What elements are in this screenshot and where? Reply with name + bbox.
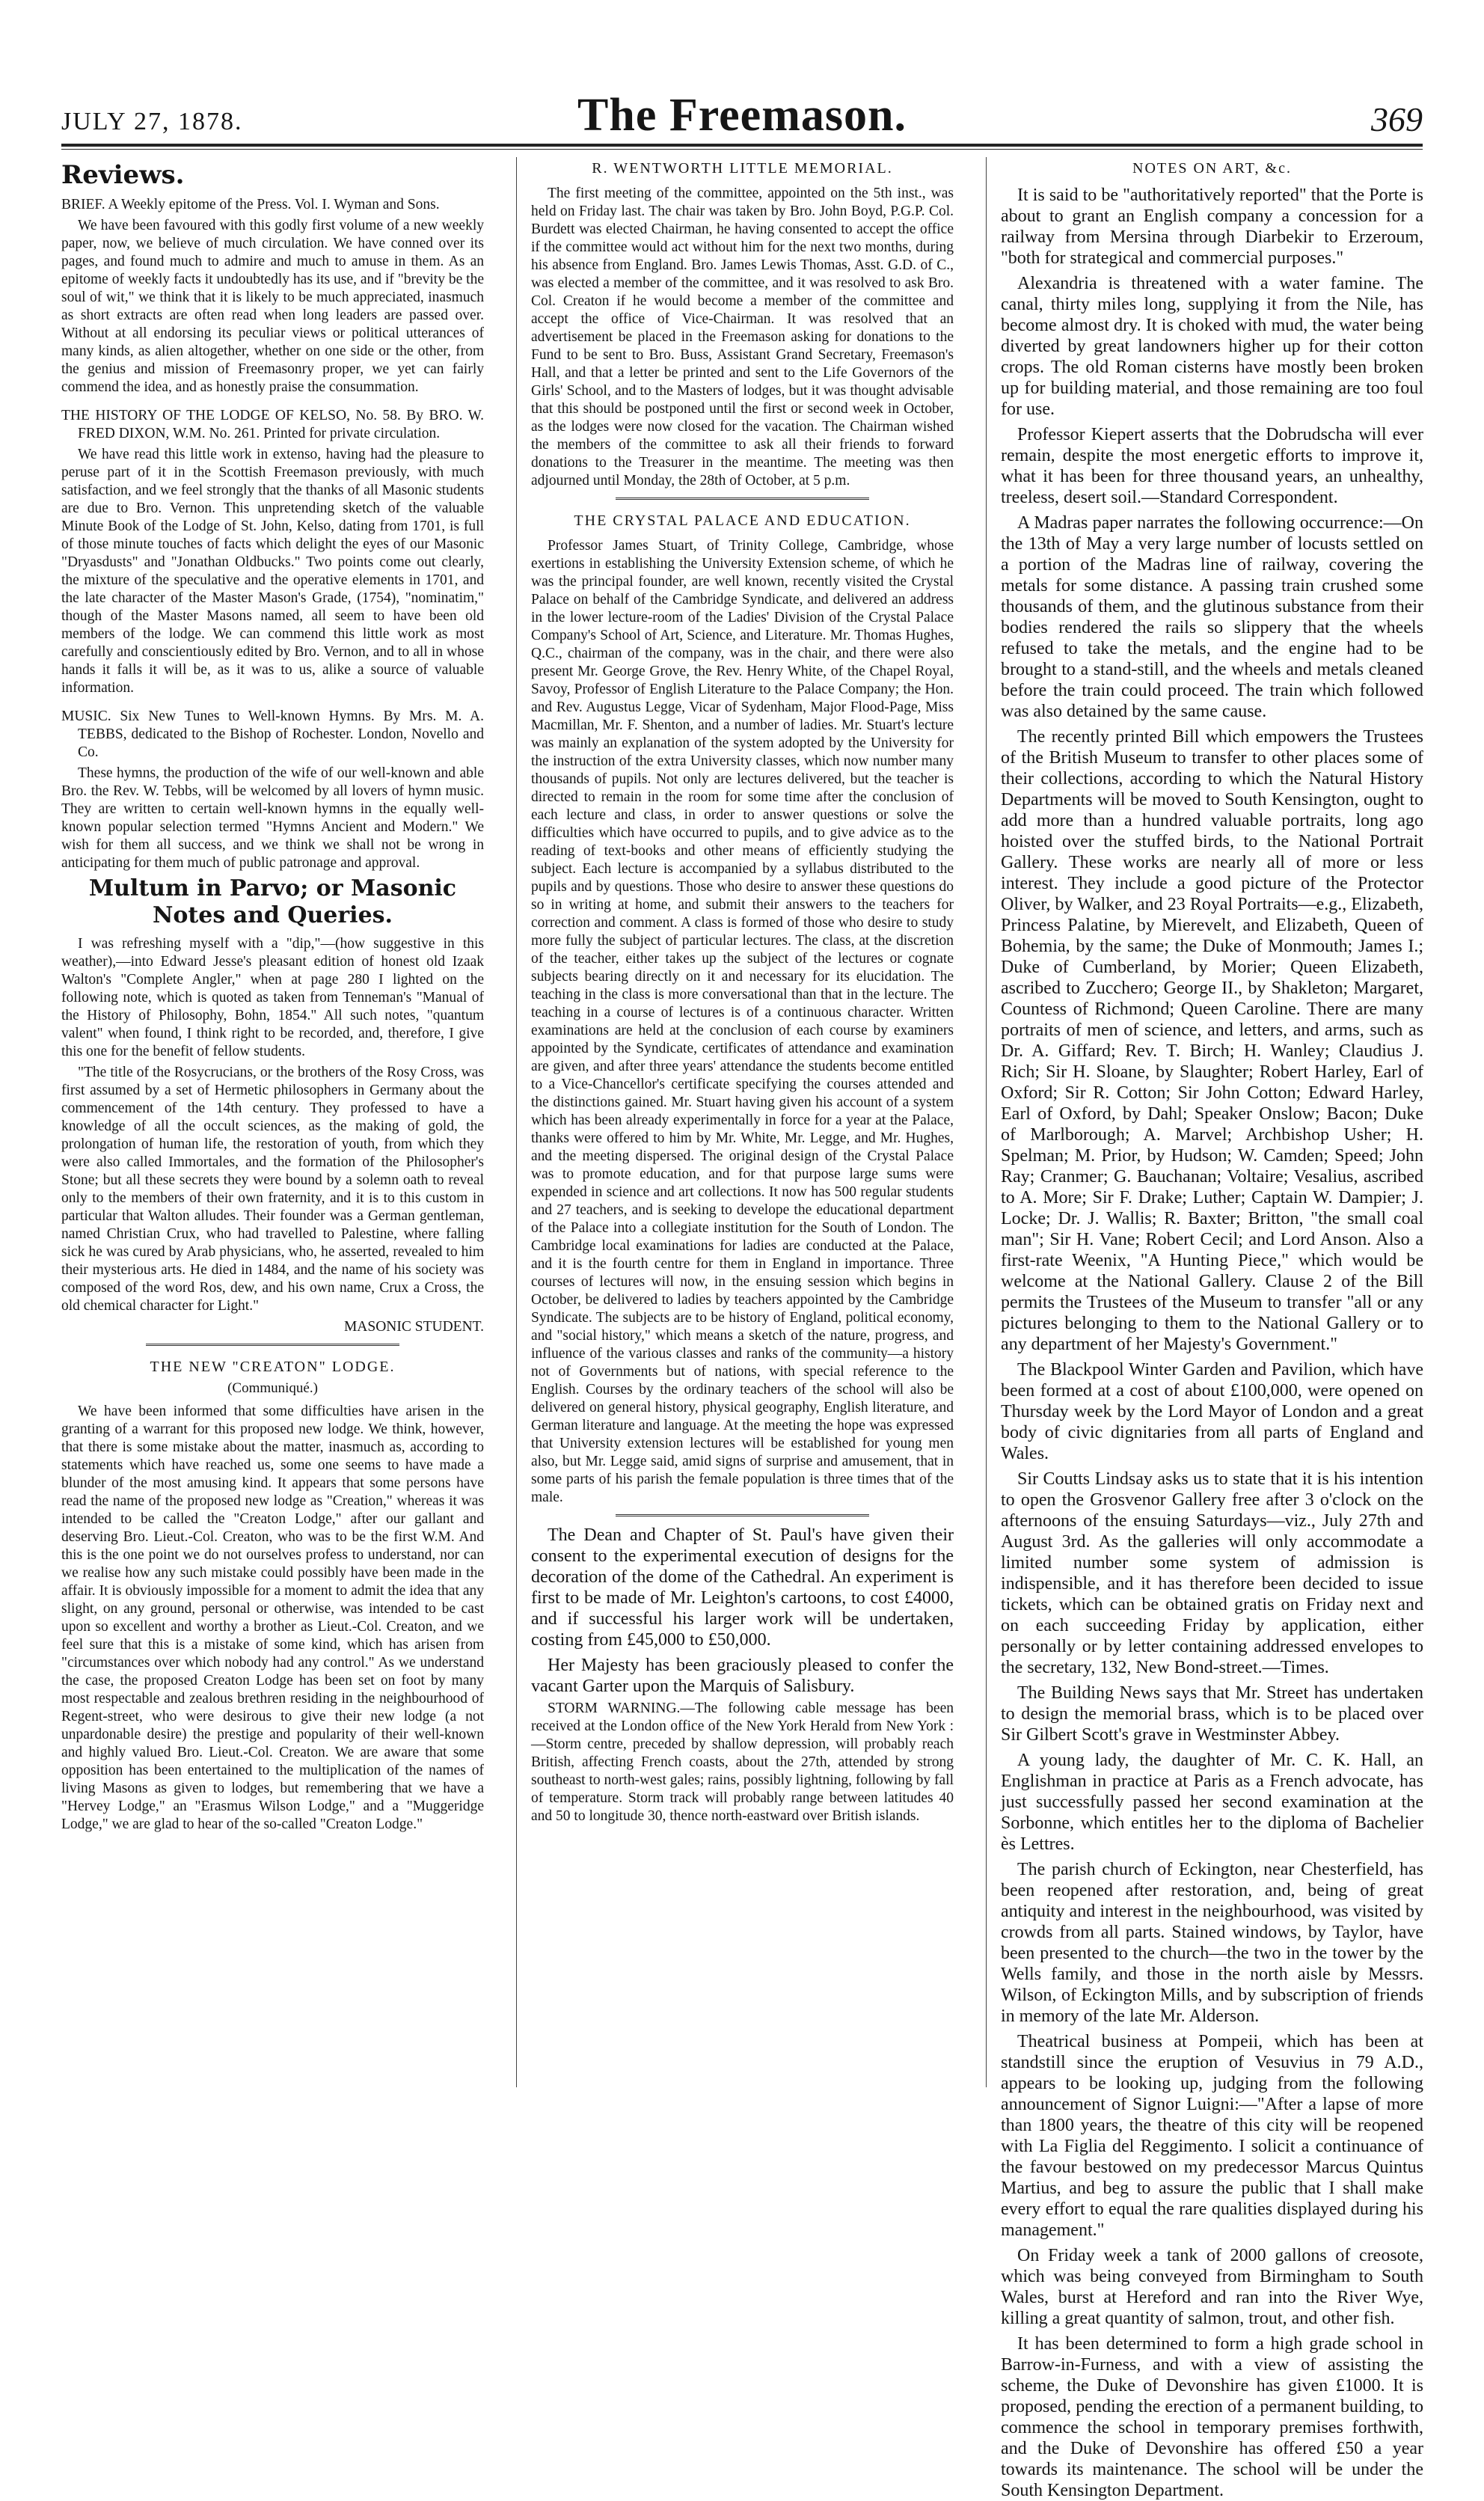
memorial-heading: R. WENTWORTH LITTLE MEMORIAL.: [592, 160, 893, 177]
masthead-rule-thin: [61, 149, 1423, 150]
section-rule: [616, 1514, 869, 1519]
section-rule: [616, 498, 869, 502]
creaton-subheading: (Communiqué.): [227, 1380, 318, 1396]
alexandria-text: Alexandria is threatened with a water famine. The canal, thirty miles long, supplying it from the Nile, has become almost dry. It is choked with mud, the water being diverted by great landowners higher up for their cotton crops. The old Roman cisterns have mostly been broken up for building material, and those remaining are too foul for use.: [1001, 274, 1423, 419]
majesty-text: Her Majesty has been graciously pleased to confer the vacant Garter upon the Marquis of Salisbury.: [531, 1656, 954, 1696]
multum-text-1: I was refreshing myself with a "dip,"—(how suggestive in this weather),—into Edward Jesse's pleasant edition of honest old Izaak Walton's "Complete Angler," when at page 280 I lighted on the following note, which is quoted as taken from Tenneman's "Manual of the History of Philosophy, Bohn, 1854." All such notes, "quantum valent" when found, I think right to be recorded, and, therefore, I give this one for the benefit of fellow students.: [61, 936, 484, 1059]
column-right: [1001, 157, 1423, 2500]
newspaper-title: The Freemason.: [577, 90, 907, 141]
reviews-heading: Reviews.: [61, 160, 185, 190]
madras-text: A Madras paper narrates the following occurrence:—On the 13th of May a very large number of locusts settled on a portion of the Madras line of railway, covering the metals for some distance. A passing train crushed some thousands of them, and the glutinous substance from their bodies rendered the rails so slippery that the wheels refused to take the metals, and the engine had to be brought to a stand-still, and the wheels and metals cleaned before the train could proceed. The train which followed was also detained by the same cause.: [1001, 513, 1423, 721]
issue-date: JULY 27, 1878.: [61, 108, 243, 135]
kiepert-text: Professor Kiepert asserts that the Dobrudscha will ever remain, despite the most energetic efforts to improve it, what it has been for three thousand years, an unhealthy, treeless, desert soil.—Standard Correspondent.: [1001, 425, 1423, 507]
creaton-text: We have been informed that some difficulties have arisen in the granting of a warrant for this proposed new lodge. We think, however, that there is some mistake about the matter, inasmuch as, according to statements which have reached us, some one seems to have made a blunder of the most amusing kind. It appears that some persons have read the name of the proposed new lodge as "Creation," whereas it was intended to be called the "Creaton Lodge," after our gallant and deserving Bro. Lieut.-Col. Creaton, who was to be the first W.M. And this is the one point we do not ourselves profess to understand, nor can we realise how any such mistake could possibly have been made in the affair. It is obviously impossible for a moment to admit the idea that any slight, on any ground, personal or otherwise, was intended to be cast upon so excellent and worthy a brother as Lieut.-Col. Creaton, and we feel sure that this is a mistake of some kind, which has arisen from "circumstances over which nobody had any control." As we understand the case, the proposed Creaton Lodge has been set on foot by many most respectable and zealous brethren residing in the neighbourhood of Regent-street, who were desirous to give their new lodge (a not unpardonable desire) the prestige and popularity of their well-known and highly valued Bro. Lieut.-Col. Creaton. We are aware that some opposition has been entertained to the multiplication of the names of living Masons as given to lodges, but remembering that we have a "Hervey Lodge," an "Erasmus Wilson Lodge," and a "Muggeridge Lodge," we are glad to hear of the so-called "Creaton Lodge.": [61, 1403, 484, 1832]
young-lady-text: A young lady, the daughter of Mr. C. K. Hall, an Englishman in practice at Paris as a French advocate, has just successfully passed her second examination at the Sorbonne, which entitles her to the diploma of Bachelier ès Lettres.: [1001, 1751, 1423, 1854]
kelso-text: We have read this little work in extenso, having had the pleasure to peruse part of it in the Scottish Freemason previously, with much satisfaction, and we feel strongly that the thanks of all Masonic students are due to Bro. Vernon. This unpretending sketch of the valuable Minute Book of the Lodge of St. John, Kelso, dating from 1701, is full of those minute touches of facts which delight the eyes of our Masonic "Dryasdusts" and "Jonathan Oldbucks." Two points come out clearly, the mixture of the speculative and the operative elements in 1701, and the late character of the Master Mason's Grade, (1754), "nominatim," though of the Master Masons named, all seem to have been old members of the lodge. We can commend this little work as most carefully and conscientiously edited by Bro. Vernon, and to all in whose hands it falls it will be, as it was to us, alike a source of valuable information.: [61, 447, 484, 696]
crystal-text: Professor James Stuart, of Trinity College, Cambridge, whose exertions in establishing the University Extension scheme, of which he was the principal founder, are well known, recently visited the Crystal Palace on behalf of the Cambridge Syndicate, and delivered an address in the lower lecture-room of the Ladies' Division of the Crystal Palace Company's School of Art, Science, and Literature. Mr. Thomas Hughes, Q.C., chairman of the company, was in the chair, and there were also present Mr. George Grove, the Rev. Henry White, of the Chapel Royal, Savoy, Professor of English Literature to the Palace Company; the Hon. and Rev. Augustus Legge, Vicar of Sydenham, Major Flood-Page, Miss Macmillan, Mr. F. Shenton, and a number of ladies. Mr. Stuart's lecture was mainly an explanation of the system adopted by the University for the instruction of the extra University classes, which now number many thousands of pupils. Not only are lectures delivered, but the teacher is directed to remain in the room for some time after the conclusion of each lecture and class, in order to answer questions or solve the difficulties which have occurred to pupils, and to give advice as to the reading of text-books and other means of efficiently studying the subject. Each lecture is accompanied by a syllabus distributed to the pupils and by questions. Those who desire to answer these questions do so in writing at home, and submit their answers to the teachers for correction and comment. A class is formed of those who desire to study more fully the subject of particular lectures. The class, at the discretion of the teacher, either takes up the subject of the lectures or cognate subjects bearing directly on it and necessary for its elucidation. The teaching in the class is more conversational than that in the lecture. The teaching in a course of lectures is of a continuous character. Written examinations are held at the conclusion of each course by examiners appointed by the Syndicate, certificates of attendance and examination are given, and after three years' attendance the students become entitled to a Vice-Chancellor's certificate specifying the courses attended and the distinctions gained. Mr. Stuart having given his account of a system which has been already experimentally in force for a year at the Palace, thanks were offered to him by Mr. White, Mr. Legge, and Mr. Hughes, and the meeting dispersed. The original design of the Crystal Palace was to promote education, and for that purpose large sums were expended in science and art collections. It now has 500 regular students and 27 teachers, and is seeking to develope the educational department of the Palace into a collegiate institution for the South of London. The Cambridge local examinations for ladies are conducted at the Palace, and it is the fourth centre for them in England in importance. Three courses of lectures will now, in the ensuing session which begins in October, be delivered to ladies by teachers appointed by the Cambridge Syndicate. The subjects are to be history of England, political economy, and "social history," which means a sketch of the nature, progress, and influence of the various classes and ranks of the community—a history not of Governments but of nations, with special reference to the English. Courses by the ordinary teachers of the school will also be delivered on general history, physical geography, English literature, and German literature and language. At the meeting the hope was expressed that University extension lectures will be established for young men also, but Mr. Legge said, amid signs of surprise and amusement, that in some parts of his parish the female population is three times that of the male.: [531, 538, 954, 1505]
memorial-text: The first meeting of the committee, appointed on the 5th inst., was held on Friday last. The chair was taken by Bro. John Boyd, P.G.P. Col. Burdett was elected Chairman, he having consented to accept the office if the committee would act without him for the next two months, during his absence from England. Bro. James Lewis Thomas, Asst. G.D. of C., was elected a member of the committee, and it was resolved to ask Bro. Col. Creaton if he would become a member of the committee and accept the office of Vice-Chairman. It was resolved that an advertisement be placed in the Freemason asking for donations to the Fund to be sent to Bro. Buss, Assistant Grand Secretary, Freemason's Hall, and that a letter be printed and sent to the Life Governors of the Girls' School, and to the Masters of lodges, but it was thought advisable that this should be postponed until the first or second week in October, as the lodges were now closed for the vacation. The Chairman wished the members of the committee to ask all their friends to forward donations to the Treasurer in the meantime. The meeting was then adjourned until Monday, the 28th of October, at 5 p.m.: [531, 186, 954, 489]
column-divider: [986, 157, 987, 2087]
brief-text: We have been favoured with this godly first volume of a new weekly paper, now, we believe of much circulation. We have conned over its pages, and found much to admire and much to amuse in them. As an epitome of weekly facts it undoubtedly has its use, and if "brevity be the soul of wit," we think that it is likely to be much appreciated, inasmuch as short extracts are often read when long leaders are passed over. Without at all endorsing its peculiar views or political utterances of many kinds, as alien altogether, whether on one side or the other, from the genius and mission of Freemasonry proper, we yet can fairly commend the idea, and as honestly praise the consummation.: [61, 218, 484, 395]
column-left: [61, 157, 484, 2087]
masthead: [61, 90, 1423, 142]
column-divider: [516, 157, 517, 2087]
pompeii-text: Theatrical business at Pompeii, which has been at standstill since the eruption of Vesuvius in 79 A.D., appears to be looking up, judging from the following announcement of Signor Luigni:—"After a lapse of more than 1800 years, the theatre of this city will be reopened with La Figlia del Reggimento. I solicit a continuance of the favour bestowed on my predecessor Marcus Quintus Martius, and beg to assure the public that I shall make every effort to equal the rare qualities displayed during his management.": [1001, 2032, 1423, 2240]
section-rule: [146, 1344, 399, 1348]
creosote-text: On Friday week a tank of 2000 gallons of creosote, which was being conveyed from Birmingham to South Wales, burst at Hereford and ran into the River Wye, killing a great quantity of salmon, trout, and other fish.: [1001, 2246, 1423, 2328]
dean-text: The Dean and Chapter of St. Paul's have given their consent to the experimental execution of designs for the decoration of the dome of the Cathedral. An experiment is first to be made of Mr. Leighton's cartoons, to cost £4000, and if successful his larger work will be undertaken, costing from £45,000 to £50,000.: [531, 1525, 954, 1650]
notes-heading: NOTES ON ART, &c.: [1132, 160, 1292, 177]
building-news-text: The Building News says that Mr. Street has undertaken to design the memorial brass, which is to be placed over Sir Gilbert Scott's grave in Westminster Abbey.: [1001, 1683, 1423, 1745]
bill-text: The recently printed Bill which empowers the Trustees of the British Museum to transfer to other places some of their collections, according to which the Natural History Departments will be moved to South Kensington, ought to add more than a hundred valuable portraits, long ago hoisted over the stuffed birds, to the National Portrait Gallery. These works are nearly all of more or less interest. They include a good picture of the Protector Oliver, by Walker, and 23 Royal Portraits—e.g., Elizabeth, Princess Palatine, by Mierevelt, and Elizabeth, Queen of Bohemia, by the same; the Duke of Monmouth; James I.; Duke of Cumberland, by Morier; Queen Elizabeth, ascribed to Zucchero; George II., by Shakleton; Margaret, Countess of Richmond; Queen Caroline. There are many portraits of men of science, and letters, and arms, such as Dr. A. Giffard; Rev. T. Birch; H. Wanley; Claudius J. Rich; Sir H. Sloane, by Slaughter; Robert Harley, Earl of Oxford; Sir R. Cotton; Sir John Cotton; Edward Harley, Earl of Oxford, by Dahl; Speaker Onslow; Bacon; Duke of Marlborough; A. Marvel; Archbishop Usher; H. Spelman; M. Prior, by Hudson; W. Camden; Speed; John Ray; Cranmer; G. Bauchanan; Voltaire; Vesalius, ascribed to A. More; Sir F. Drake; Luther; Captain W. Dampier; J. Locke; Dr. J. Wallis; R. Baxter; Britton, "the small coal man"; Sir H. Vane; Robert Cecil; and Lord Anson. Also a first-rate Weenix, "A Hunting Piece," which would be welcome at the National Gallery. Clause 2 of the Bill permits the Trustees of the Museum to transfer "all or any pictures belonging to them to the National Gallery or to any department of her Majesty's Government.": [1001, 727, 1423, 1354]
music-entry: MUSIC. Six New Tunes to Well-known Hymns. By Mrs. M. A. TEBBS, dedicated to the Bishop of Rochester. London, Novello and Co.: [61, 708, 484, 760]
page-number: 369: [1371, 100, 1423, 138]
music-text: These hymns, the production of the wife of our well-known and able Bro. the Rev. W. Tebbs, will be welcomed by all lovers of hymn music. They are written to certain well-known hymns in the equally well-known popular selection termed "Hymns Ancient and Modern." We wish for them all success, and we think we shall not be wrong in anticipating for them much of public patronage and approval.: [61, 765, 484, 871]
creaton-heading: THE NEW "CREATON" LODGE.: [150, 1359, 396, 1375]
kelso-entry: THE HISTORY OF THE LODGE OF KELSO, No. 58. By BRO. W. FRED DIXON, W.M. No. 261. Printed for private circulation.: [61, 408, 484, 441]
eckington-text: The parish church of Eckington, near Chesterfield, has been reopened after restoration, and, being of great antiquity and interest in the neighbourhood, was visited by crowds from all parts. Stained windows, by Taylor, have been presented to the church—the two in the tower by the Wells family, and those in the north aisle by Messrs. Wilson, of Eckington Mills, and by subscription of friends in memory of the late Mr. Alderson.: [1001, 1860, 1423, 2026]
column-middle: [531, 157, 954, 2087]
multum-heading: Multum in Parvo; or Masonic Notes and Queries.: [88, 875, 457, 928]
crystal-heading: THE CRYSTAL PALACE AND EDUCATION.: [574, 512, 911, 529]
multum-text-2: "The title of the Rosycrucians, or the brothers of the Rosy Cross, was first assumed by a set of Hermetic philosophers in Germany about the commencement of the 14th century. They professed to have a knowledge of all the occult sciences, as the making of gold, the prolongation of human life, the restoration of youth, from which they were also called Immortales, and the formation of the Philosopher's Stone; but all these secrets they were bound by a solemn oath to reveal only to the members of their own fraternity, and it is to this custom in particular that Walton alludes. Their founder was a German gentleman, named Christian Crux, who had travelled to Palestine, where falling sick he was cured by Arab physicians, who, he asserted, revealed to him their mysterious arts. He died in 1484, and the name of his society was composed of the word Ros, dew, and his own name, Crux a Cross, the old chemical character for Light.": [61, 1065, 484, 1314]
signature-masonic-student: MASONIC STUDENT.: [343, 1319, 484, 1335]
storm-text: STORM WARNING.—The following cable message has been received at the London office of the New York Herald from New York :—Storm centre, preceded by shallow depression, will probably reach British, affecting French coasts, about the 27th, attended by strong southeast to north-west gales; rains, possibly lightning, following by fall of temperature. Storm track will probably range between latitudes 40 and 50 to longitude 30, thence north-eastward over British islands.: [531, 1701, 954, 1824]
porte-text: It is said to be "authoritatively reported" that the Porte is about to grant an English company a concession for a railway from Mersina through Diarbekir to Erzeroum, "both for strategical and commercial purposes.": [1001, 186, 1423, 268]
masthead-rule: [61, 144, 1423, 147]
blackpool-text: The Blackpool Winter Garden and Pavilion, which have been formed at a cost of about £100,000, were opened on Thursday week by the Lord Mayor of London and a great body of civic dignitaries from all parts of England and Wales.: [1001, 1360, 1423, 1463]
lindsay-text: Sir Coutts Lindsay asks us to state that it is his intention to open the Grosvenor Gallery free after 3 o'clock on the afternoons of the ensuing Saturdays—viz., July 27th and August 3rd. As the galleries will only accommodate a limited number some system of admission is indispensible, and it has therefore been decided to issue tickets, which can be obtained gratis on Friday next and on each succeeding Friday by application, either personally or by letter containing addressed envelopes to the secretary, 132, New Bond-street.—Times.: [1001, 1469, 1423, 1677]
brief-entry: BRIEF. A Weekly epitome of the Press. Vol. I. Wyman and Sons.: [61, 197, 440, 212]
barrow-school-text: It has been determined to form a high grade school in Barrow-in-Furness, and with a view of assisting the scheme, the Duke of Devonshire has given £1000. It is proposed, pending the erection of a permanent building, to commence the school in temporary premises forthwith, and the Duke of Devonshire has offered £50 a year towards its maintenance. The school will be under the South Kensington Department.: [1001, 2334, 1423, 2500]
